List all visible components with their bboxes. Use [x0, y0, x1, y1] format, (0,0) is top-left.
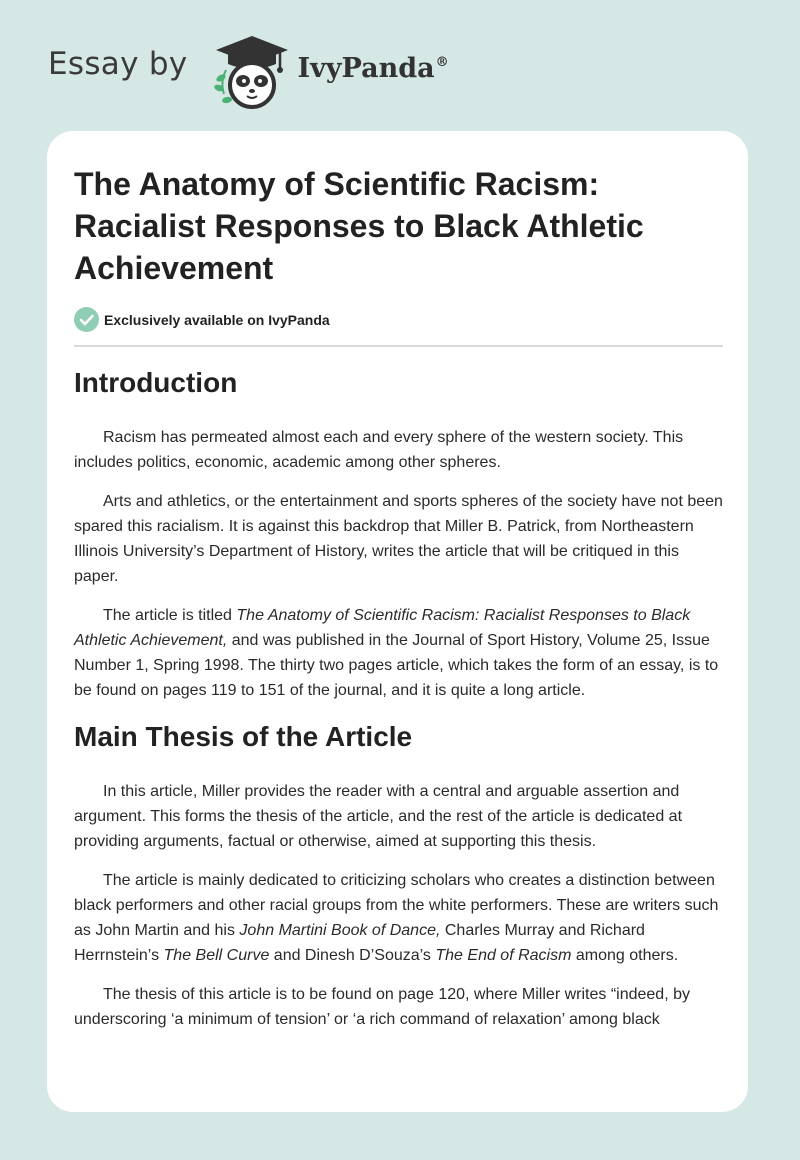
paragraph: The article is mainly dedicated to criticizing scholars who creates a distinction between black performers and other racial groups from the white performers. These are writers such as John Martin and his John Martini Book of Dance, Charles Murray and Richard Herrnstein’s The Bell Curve and Dinesh D’Souza’s The End of Racism among others. — [74, 872, 719, 964]
badge-text: Exclusively available on IvyPanda — [104, 311, 330, 328]
article-card — [47, 131, 748, 1112]
paragraph: Arts and athletics, or the entertainment and sports spheres of the society have not been spared this racialism. It is against this backdrop that Miller B. Patrick, from Northeastern Illinois University’s Department of History, writes the article that will be critiqued in this paper. — [74, 493, 723, 585]
book-title: The End of Racism — [435, 947, 572, 964]
paragraph: In this article, Miller provides the reader with a central and arguable assertion and argument. This forms the thesis of the article, and the rest of the article is dedicated at providing arguments, factual or otherwise, aimed at supporting this thesis. — [74, 783, 683, 850]
section-heading: Main Thesis of the Article — [74, 721, 413, 752]
brand-name: IvyPanda® — [297, 52, 449, 84]
section-heading: Introduction — [74, 367, 238, 398]
brand-prefix: Essay by — [48, 46, 188, 82]
panda-logo-icon — [206, 30, 296, 110]
book-title: John Martini Book of Dance, — [239, 922, 441, 939]
site-brand[interactable] — [48, 30, 449, 110]
book-title: The Bell Curve — [163, 947, 270, 964]
exclusive-badge — [74, 307, 330, 332]
paragraph: The thesis of this article is to be found on page 120, where Miller writes “indeed, by underscoring ‘a minimum of tension’ or ‘a rich command of relaxation’ among black — [74, 986, 690, 1028]
check-circle-icon — [74, 307, 99, 332]
paragraph: The article is titled The Anatomy of Scientific Racism: Racialist Responses to Black Athletic Achievement, and was published in the Journal of Sport History, Volume 25, Issue Number 1, Spring 1998. The thirty two pages article, which takes the form of an essay, is to be found on pages 119 to 151 of the journal, and it is quite a long article. — [74, 607, 719, 699]
article-title: The Anatomy of Scientific Racism: Racialist Responses to Black Athletic Achievement — [74, 166, 644, 286]
title-divider — [74, 345, 723, 347]
article-body — [74, 365, 723, 1046]
paragraph: Racism has permeated almost each and every sphere of the western society. This includes politics, economic, academic among other spheres. — [74, 429, 684, 471]
article-title-reference: The Anatomy of Scientific Racism: Racialist Responses to Black Athletic Achievement, — [74, 607, 691, 649]
